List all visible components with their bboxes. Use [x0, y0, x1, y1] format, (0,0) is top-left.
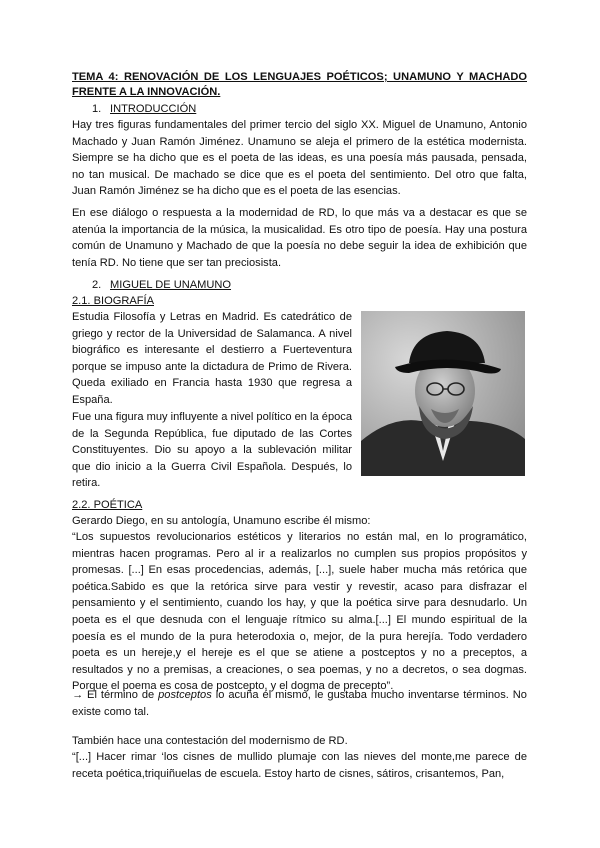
- paragraph: Estudia Filosofía y Letras en Madrid. Es catedrático de griego y rector de la Universidad de Salamanca. A nivel biográfico es interesante el destierro a Fuerteventura porque se impuso ante la dictadura de Primo de Rivera. Queda exiliado en Francia hasta 1930 que regresa a España.: [72, 311, 352, 406]
- section-heading-unamuno: [92, 277, 231, 293]
- section-number: 2.: [92, 279, 102, 291]
- note-term: postceptos: [158, 689, 212, 701]
- subheading-biografia: 2.1. BIOGRAFÍA: [72, 295, 154, 307]
- unamuno-quote: [72, 529, 527, 695]
- paragraph: Fue una figura muy influyente a nivel político en la época de la Segunda República, fue diputado de las Cortes Constituyentes. Dio su apoyo a la sublevación militar que dio inicio a la Guerra Civil Española. Después, lo retira.: [72, 411, 352, 490]
- note-rest: lo acuña él mismo, le gustaba mucho inventarse términos. No existe como tal.: [72, 689, 527, 718]
- contestacion-paragraph: [72, 733, 527, 750]
- subheading-poetica: 2.2. POÉTICA: [72, 499, 143, 511]
- poetica-intro: [72, 513, 527, 530]
- note-arrow-text: → El término de: [72, 689, 155, 701]
- postceptos-note: [72, 687, 527, 720]
- bio-paragraph-1: [72, 309, 352, 409]
- paragraph: También hace una contestación del modernismo de RD.: [72, 735, 348, 747]
- rd-quote: [72, 749, 527, 782]
- portrait-image: [361, 311, 525, 476]
- section-heading-introduccion: [92, 101, 196, 117]
- intro-paragraph-2: [72, 205, 527, 271]
- paragraph: [72, 687, 527, 720]
- section-number: 1.: [92, 103, 102, 115]
- paragraph: Gerardo Diego, en su antología, Unamuno escribe él mismo:: [72, 515, 371, 527]
- quote-text: “Los supuestos revolucionarios estéticos y literarios no están mal, en lo programático, mientras hacen programas. Pero al ir a realizarlos no cumplen sus propios propósitos y promesas. [...] En esas procedencias, además, [...], suele haber mucha más retórica que poética.Sabido es que la retórica sirve para vestir y revestir, acaso para disfrazar el pensamiento y el sentimiento, cuando los hay, y que la poética sirve para desnudarlo. Un poeta es el que desnuda con el lenguaje rítmico su alma.[...] El mundo espiritual de la poesía es el mundo de la pura heterodoxia o, mejor, de la pura herejía. Todo verdadero poeta es un hereje,y el hereje es el que se atiene a postceptos y no a preceptos, a resultados y no a premisas, a creaciones, o sea poemas, y no a decretos, o sea dogmas. Porque el poema es cosa de postcepto, y el dogma de precepto”.: [72, 531, 527, 693]
- intro-paragraph-1: [72, 117, 527, 200]
- section-label: MIGUEL DE UNAMUNO: [110, 279, 232, 291]
- quote-text: “[...] Hacer rimar ‘los cisnes de mullido plumaje con las nieves del monte,me parece de receta poética,triquiñuelas de escuela. Estoy harto de cisnes, sátiros, crisantemos, Pan,: [72, 751, 527, 780]
- bio-paragraph-2: [72, 409, 352, 492]
- paragraph: En ese diálogo o respuesta a la modernidad de RD, lo que más va a destacar es que se atenúa la importancia de la música, la musicalidad. Es otro tipo de poesía. Hay una postura común de Unamuno y Machado de que la poesía no debe seguir la idea de exhibición que tenía RD. No tiene que ser tan preciosista.: [72, 207, 527, 269]
- paragraph: Hay tres figuras fundamentales del primer tercio del siglo XX. Miguel de Unamuno, Antonio Machado y Juan Ramón Jiménez. Unamuno se aleja el primero de la estética modernista. Siempre se ha dicho que es el poeta de las ideas, es una poesía más pausada, pensada, no tan musical. De machado se dice que es el poeta del sentimiento. Del otro que falta, Juan Ramón Jiménez se ha dicho que es el poeta de las esencias.: [72, 119, 527, 198]
- section-label: INTRODUCCIÓN: [110, 103, 197, 115]
- page-title: TEMA 4: RENOVACIÓN DE LOS LENGUAJES POÉTICOS; UNAMUNO Y MACHADO FRENTE A LA INNOVACIÓN.: [72, 71, 527, 98]
- portrait-photo: [361, 311, 525, 476]
